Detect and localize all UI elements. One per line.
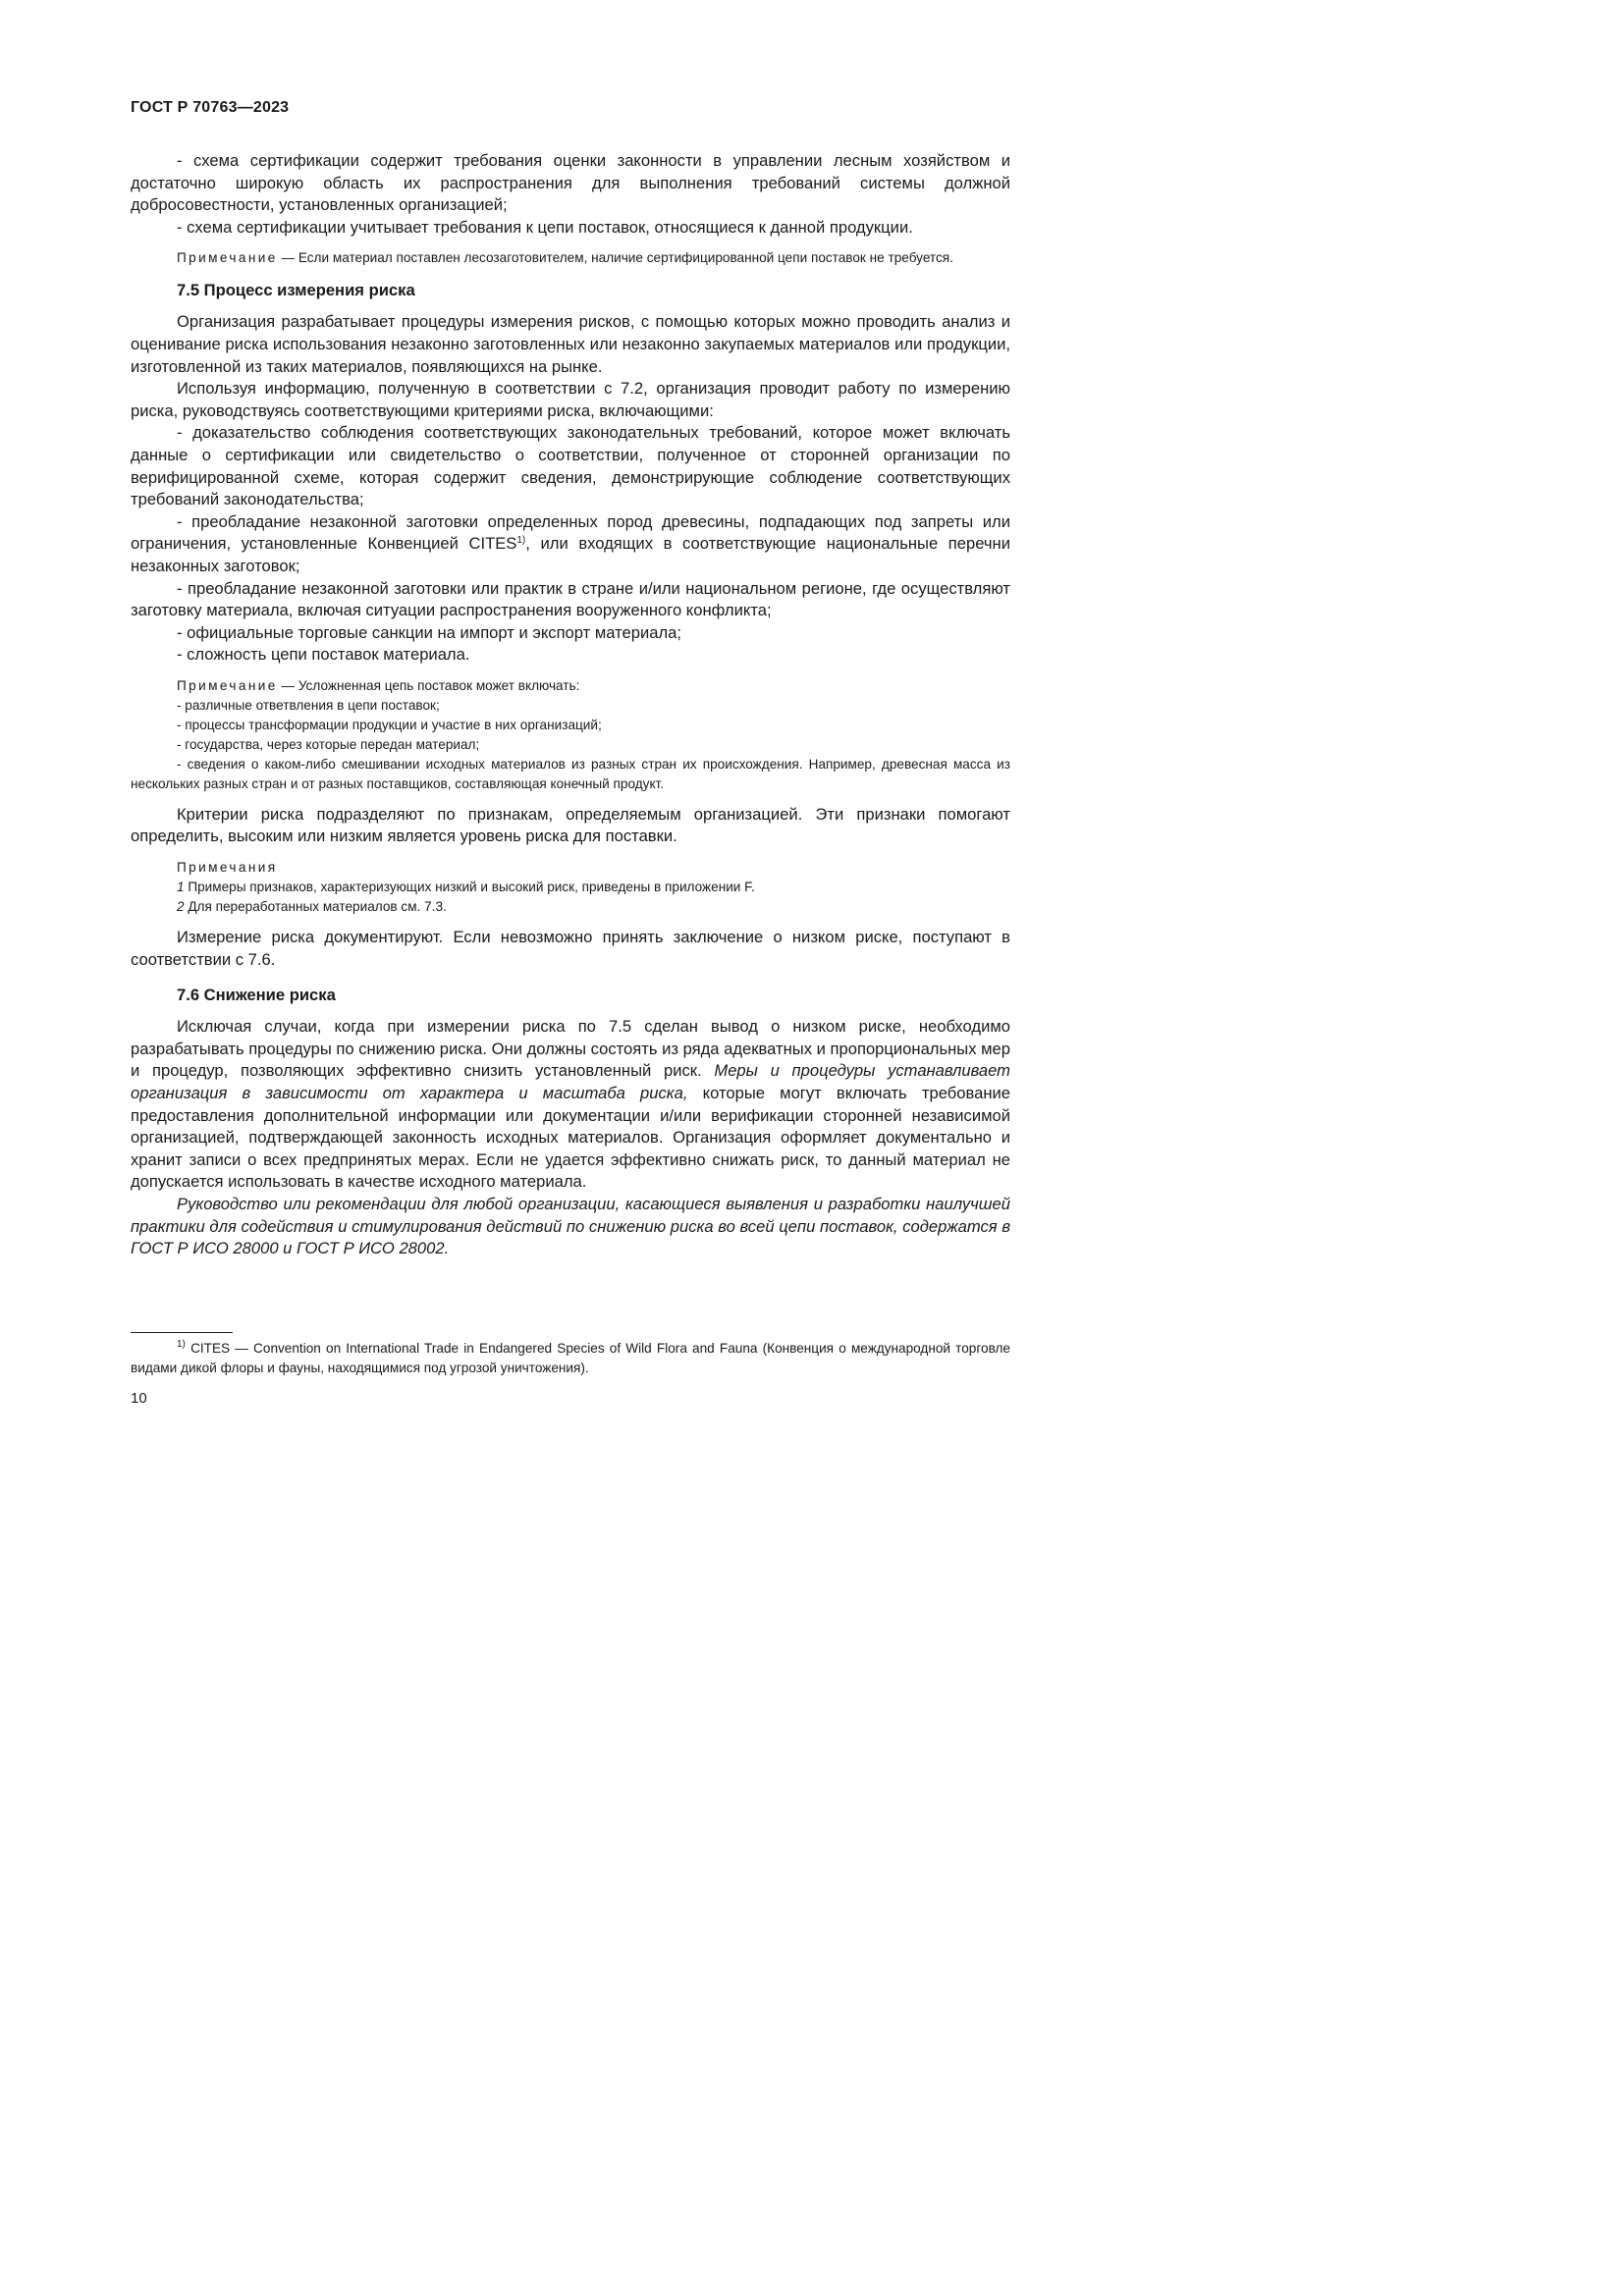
note-item: - различные ответвления в цепи поставок; — [177, 697, 440, 713]
page-number: 10 — [131, 1390, 147, 1407]
footnote-text — [131, 1339, 1010, 1378]
note-number: 1 — [177, 880, 185, 895]
paragraph — [131, 1016, 1010, 1194]
paragraph-text: которые могут включать требование предоставления дополнительной информации или документации и/или верификации сторонней независимой организацией, подтверждающей законность исходных материалов. Организация оформляет документально и хранит записи о всех предпринятых мерах. Если не удается эффективно снижать риск, то данный материал не допускается использовать в качестве исходного материала. — [131, 1084, 1010, 1192]
note-block — [131, 676, 1010, 794]
list-item-text: , или входящих в соответствующие национальные перечни незаконных заготовок; — [131, 534, 1010, 575]
footnote — [131, 1339, 1010, 1378]
list-item: - доказательство соблюдения соответствующих законодательных требований, которое может включать данные о сертификации или свидетельство о соответствии, полученное от сторонней организации по верифицированной схеме, которая содержит сведения, демонстрирующие соблюдение соответствующих требований законодательства; — [131, 423, 1010, 509]
section-heading-7-5: 7.5 Процесс измерения риска — [177, 281, 415, 300]
list-item: - сложность цепи поставок материала. — [177, 645, 470, 665]
note — [131, 676, 1010, 696]
note-text: — Усложненная цепь поставок может включать: — [277, 677, 580, 693]
paragraph: - схема сертификации содержит требования оценки законности в управлении лесным хозяйством и достаточно широкую область их распространения для выполнения требований системы должной добросовестности, установленных организацией; — [131, 151, 1010, 215]
section-heading-7-6: 7.6 Снижение риска — [177, 986, 336, 1005]
note-text: Примеры признаков, характеризующих низкий и высокий риск, приведены в приложении F. — [184, 880, 755, 895]
footnote-separator — [131, 1332, 233, 1333]
note-label: Примечание — [177, 677, 278, 693]
document-page — [0, 0, 1082, 1530]
paragraph-text: Исключая случаи, когда при измерении риска по 7.5 сделан вывод о низком риске, необходимо разрабатывать процедуры по снижению риска. Они должны состоять из ряда адекватных и пропорциональных мер и процедур, позволяющих эффективно снизить установленный риск. — [131, 1017, 1010, 1081]
paragraph-italic: Руководство или рекомендации для любой организации, касающиеся выявления и разработки наилучшей практики для содействия и стимулирования действий по снижению риска во всей цепи поставок, содержатся в ГОСТ Р ИСО 28000 и ГОСТ Р ИСО 28002. — [131, 1195, 1010, 1258]
note-label: Примечание — [177, 250, 278, 266]
document-header: ГОСТ Р 70763—2023 — [131, 99, 290, 116]
document-body — [131, 150, 1010, 1260]
note — [131, 248, 1010, 268]
note-text: — Если материал поставлен лесозаготовителем, наличие сертифицированной цепи поставок не требуется. — [277, 250, 953, 266]
note-item — [131, 897, 1010, 917]
paragraph: Используя информацию, полученную в соответствии с 7.2, организация проводит работу по измерению риска, руководствуясь соответствующими критериями риска, включающими: — [131, 379, 1010, 420]
footnote-body: CITES — Convention on International Trade in Endangered Species of Wild Flora and Fauna (Конвенция о международной торговле видами дикой флоры и фауны, находящимися под угрозой уничтожения). — [131, 1341, 1010, 1375]
list-item: - официальные торговые санкции на импорт и экспорт материала; — [177, 622, 682, 642]
paragraph: - схема сертификации учитывает требования к цепи поставок, относящиеся к данной продукции. — [177, 217, 913, 237]
paragraph: Критерии риска подразделяют по признакам, определяемым организацией. Эти признаки помогают определить, высоким или низким является уровень риска для поставки. — [131, 804, 1010, 846]
footnote-marker: 1) — [177, 1339, 186, 1350]
footnote-ref: 1) — [516, 535, 526, 547]
list-item-text: - преобладание незаконной заготовки определенных пород древесины, подпадающих под запреты или ограничения, установленные Конвенцией CITES — [131, 511, 1010, 554]
note-number: 2 — [177, 899, 185, 915]
note-item — [131, 878, 1010, 897]
paragraph: Организация разрабатывает процедуры измерения рисков, с помощью которых можно проводить анализ и оценивание риска использования незаконно заготовленных или незаконно закупаемых материалов или продукции, изготовленной из таких материалов, появляющихся на рынке. — [131, 312, 1010, 376]
note-item: - сведения о каком-либо смешивании исходных материалов из разных стран их происхождения. Например, древесная масса из нескольких разных стран и от разных поставщиков, составляющая конечный продукт. — [131, 756, 1010, 791]
note-item: - процессы трансформации продукции и участие в них организаций; — [177, 717, 602, 732]
italic-text: Меры и процедуры устанавливает организация в зависимости от характера и масштаба риска, — [131, 1061, 1010, 1103]
list-item: - преобладание незаконной заготовки или практик в стране и/или национальном регионе, где осуществляют заготовку материала, включая ситуации распространения вооруженного конфликта; — [131, 578, 1010, 620]
note-item: - государства, через которые передан материал; — [177, 736, 480, 752]
notes-label: Примечания — [177, 860, 278, 876]
note-text: Для переработанных материалов см. 7.3. — [184, 899, 447, 915]
paragraph: Измерение риска документируют. Если невозможно принять заключение о низком риске, поступают в соответствии с 7.6. — [131, 928, 1010, 969]
list-item — [131, 511, 1010, 578]
notes-block — [131, 858, 1010, 917]
